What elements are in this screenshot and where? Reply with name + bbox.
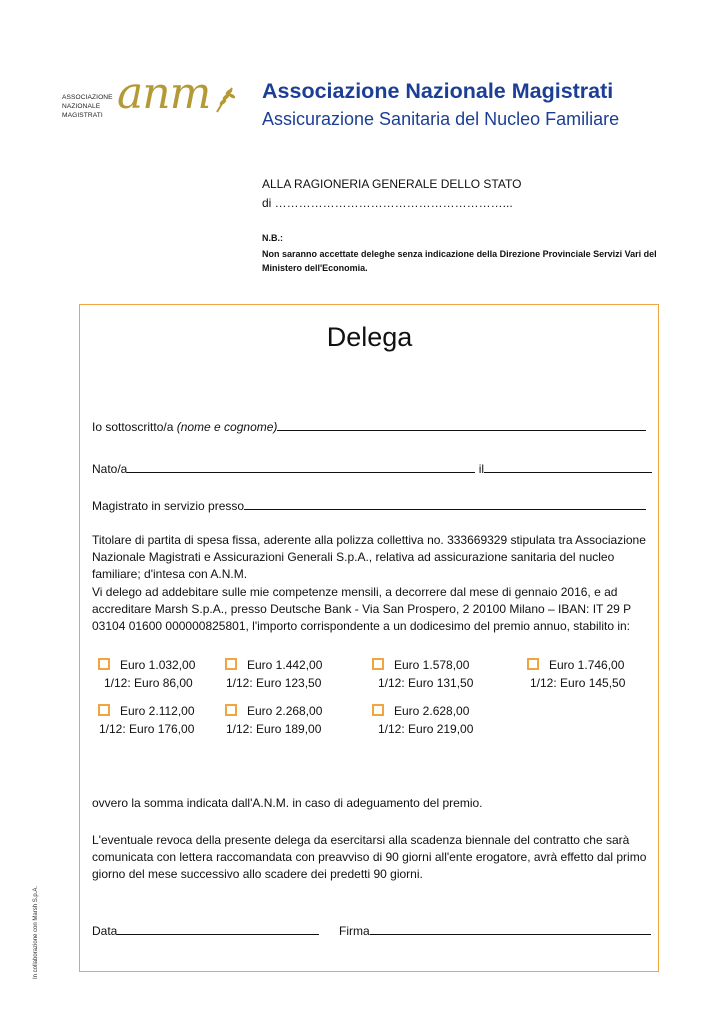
checkbox-icon[interactable]	[372, 658, 384, 670]
option-monthly: 1/12: Euro 189,00	[226, 722, 322, 736]
option-amount: Euro 2.112,00	[120, 704, 195, 718]
option-amount: Euro 1.032,00	[120, 658, 196, 672]
office-input-line[interactable]	[244, 498, 646, 510]
option-amount: Euro 2.628,00	[394, 704, 470, 718]
option-monthly: 1/12: Euro 219,00	[378, 722, 474, 736]
option-monthly: 1/12: Euro 176,00	[99, 722, 195, 736]
il-label: il	[478, 462, 485, 476]
option-amount: Euro 1.746,00	[549, 658, 625, 672]
option-monthly: 1/12: Euro 123,50	[226, 676, 322, 690]
page-title: Associazione Nazionale Magistrati	[262, 79, 614, 103]
ovvero-text: ovvero la somma indicata dall'A.N.M. in caso di adeguamento del premio.	[92, 796, 483, 810]
checkbox-icon[interactable]	[98, 704, 110, 716]
checkbox-icon[interactable]	[527, 658, 539, 670]
logo-line: NAZIONALE	[62, 103, 101, 110]
nato-field	[92, 461, 652, 476]
recipient-di: di …………………………………………………...	[262, 196, 513, 210]
firma-label: Firma	[339, 924, 370, 938]
side-note: In collaborazione con Marsh S.p.A.	[33, 885, 39, 979]
nb-text: Non saranno accettate deleghe senza indicazione della Direzione Provinciale Servizi Vari del Ministero dell'Economia.	[262, 249, 657, 273]
sottoscritto-label: Io sottoscritto/a	[92, 420, 177, 434]
birthplace-input-line[interactable]	[127, 461, 475, 473]
checkbox-icon[interactable]	[98, 658, 110, 670]
recipient-line: ALLA RAGIONERIA GENERALE DELLO STATO	[262, 177, 522, 191]
option-6[interactable]	[225, 704, 322, 718]
sottoscritto-hint: (nome e cognome)	[176, 420, 278, 434]
logo-text	[62, 93, 113, 120]
option-1[interactable]	[98, 658, 195, 672]
option-3[interactable]	[372, 658, 469, 672]
birthdate-input-line[interactable]	[484, 461, 652, 473]
wheat-icon	[214, 86, 236, 114]
option-amount: Euro 1.442,00	[247, 658, 323, 672]
body-paragraph-2: Vi delego ad addebitare sulle mie competenze mensili, a decorrere dal mese di gennaio 2016, e ad accreditare Marsh S.p.A., presso Deutsche Bank - Via San Prospero, 2 20100 Milano – IBAN: IT 29 P 03104 01600 000000825801, l'importo corrispondente a un dodicesimo del premio annuo, stabilito in:	[92, 585, 631, 634]
data-field	[92, 923, 319, 938]
name-input-line[interactable]	[277, 419, 646, 431]
checkbox-icon[interactable]	[225, 658, 237, 670]
option-amount: Euro 2.268,00	[247, 704, 323, 718]
nb-heading: N.B.:	[262, 233, 283, 243]
nato-label: Nato/a	[92, 462, 128, 476]
signature-input-line[interactable]	[370, 923, 651, 935]
page-subtitle: Assicurazione Sanitaria del Nucleo Familiare	[262, 109, 620, 129]
logo-line: ASSOCIAZIONE	[62, 94, 113, 101]
body-paragraph: Titolare di partita di spesa fissa, aderente alla polizza collettiva no. 333669329 stipulata tra Associazione Nazionale Magistrati e Assicurazioni Generali S.p.A., relativa ad assicurazione sanitaria del nucleo familiare; d'intesa con A.N.M.	[92, 533, 646, 582]
option-amount: Euro 1.578,00	[394, 658, 470, 672]
form-title: Delega	[326, 322, 413, 352]
checkbox-icon[interactable]	[372, 704, 384, 716]
option-4[interactable]	[527, 658, 624, 672]
revoca-text: L'eventuale revoca della presente delega da esercitarsi alla scadenza biennale del contratto che sarà comunicata con lettera raccomandata con preavviso di 90 giorni all'ente erogatore, avrà effetto dal primo giorno del mese successivo allo scadere dei predetti 90 giorni.	[92, 833, 647, 882]
data-label: Data	[92, 924, 118, 938]
option-monthly: 1/12: Euro 131,50	[378, 676, 474, 690]
option-2[interactable]	[225, 658, 322, 672]
option-7[interactable]	[372, 704, 469, 718]
option-monthly: 1/12: Euro 145,50	[530, 676, 626, 690]
logo-script: anm	[117, 68, 211, 119]
option-monthly: 1/12: Euro 86,00	[104, 676, 193, 690]
firma-field	[339, 923, 651, 938]
magistrato-field	[92, 498, 646, 513]
checkbox-icon[interactable]	[225, 704, 237, 716]
date-input-line[interactable]	[117, 923, 319, 935]
logo-line: MAGISTRATI	[62, 112, 103, 119]
magistrato-label: Magistrato in servizio presso	[92, 499, 245, 513]
option-5[interactable]	[98, 704, 195, 718]
sottoscritto-field	[92, 419, 646, 434]
